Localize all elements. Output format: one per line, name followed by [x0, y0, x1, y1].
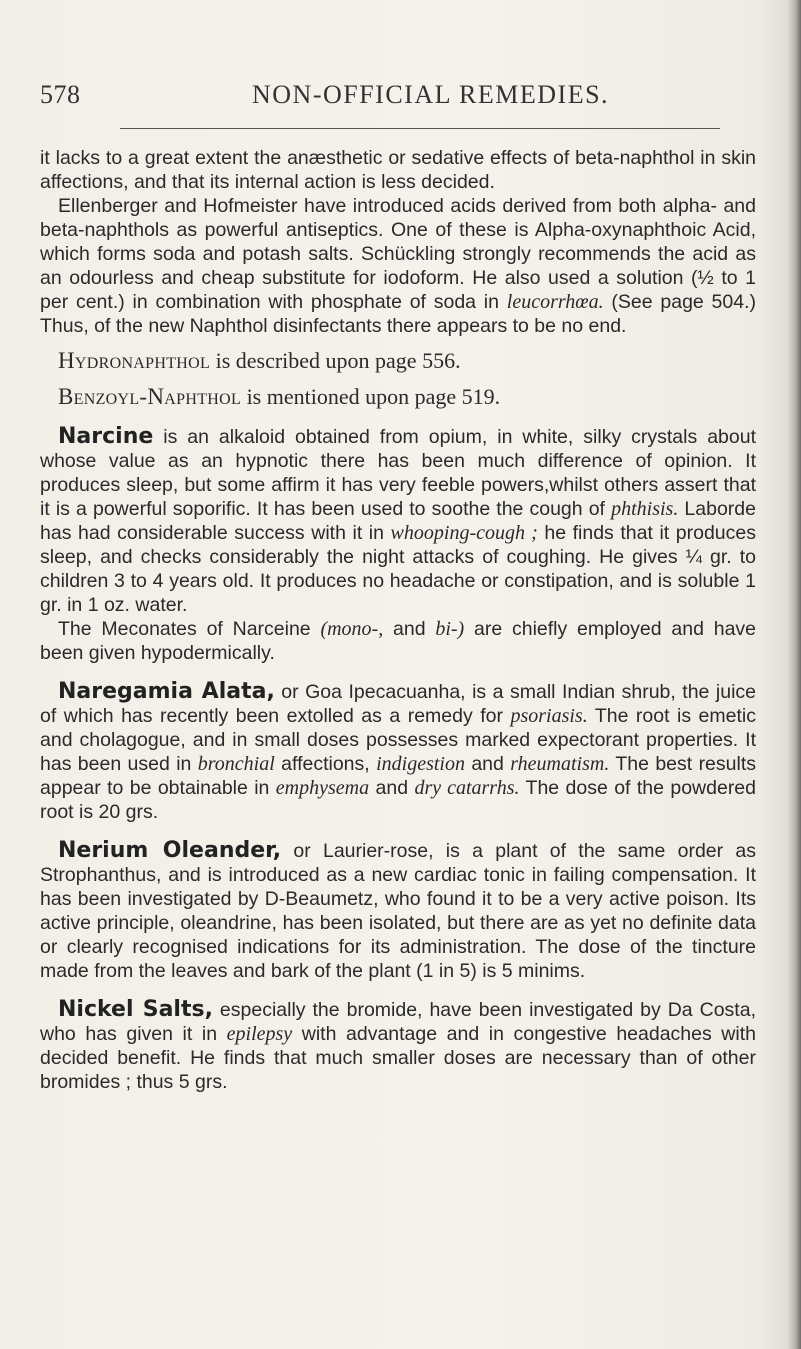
entry-nickel-salts: Nickel Salts, especially the bromide, have been investigated by Da Costa, who has given it in epilepsy with advantage and in congestive headaches with decided benefit. He finds that much smaller doses are necessary than of other bromides ; thus 5 grs.: [40, 997, 756, 1093]
entry-heading-benzoyl-naphthol: Benzoyl-Naphthol: [58, 384, 242, 409]
entry-heading-hydronaphthol: Hydronaphthol: [58, 348, 211, 373]
entry-title-naregamia: Naregamia Alata,: [58, 679, 275, 704]
paragraph-naphthoic-acids: Ellenberger and Hofmeister have introduced acids derived from both alpha- and beta-naphthols as powerful antiseptics. One of these is Alpha-oxynaphthoic Acid, which forms soda and potash salts. Schückling strongly recommends the acid as an odourless and cheap substitute for iodoform. He also used a solution (½ to 1 per cent.) in combination with phosphate of soda in leucorrhœa. (See page 504.) Thus, of the new Naphthol disinfectants there appears to be no end.: [40, 195, 756, 337]
entry-hydronaphthol: Hydronaphthol is described upon page 556.: [58, 348, 461, 373]
header-rule: [120, 128, 720, 129]
entry-title-nickel: Nickel Salts,: [58, 997, 213, 1022]
entry-title-narceine: Narcine: [58, 424, 154, 449]
entry-title-nerium: Nerium Oleander,: [58, 838, 282, 863]
page-binding-shadow: [787, 0, 801, 1349]
entry-narceine: Narcine is an alkaloid obtained from opium, in white, silky crystals about whose value as an hypnotic there has been much difference of opinion. It produces sleep, but some affirm it has very feeble powers,whilst others assert that it is a powerful soporific. It has been used to soothe the cough of phthisis. Laborde has had considerable success with it in whooping-cough ; he finds that it produces sleep, and checks considerably the night attacks of coughing. He gives ¼ gr. to children 3 to 4 years old. It produces no headache or constipation, and is soluble 1 gr. in 1 oz. water.: [40, 424, 756, 616]
entry-naregamia-alata: Naregamia Alata, or Goa Ipecacuanha, is a small Indian shrub, the juice of which has recently been extolled as a remedy for psoriasis. The root is emetic and cholagogue, and in small doses possesses marked expectorant properties. It has been used in bronchial affections, indigestion and rheumatism. The best results appear to be obtainable in emphysema and dry catarrhs. The dose of the powdered root is 20 grs.: [40, 679, 757, 823]
paragraph-continuation: it lacks to a great extent the anæsthetic or sedative effects of beta-naphthol in skin affections, and that its internal action is less decided.: [40, 147, 756, 193]
entry-benzoyl-naphthol: Benzoyl-Naphthol is mentioned upon page 519.: [58, 384, 501, 409]
paragraph-meconates: The Meconates of Narceine (mono-, and bi-) are chiefly employed and have been given hypodermically.: [40, 618, 757, 664]
page-body: [40, 146, 756, 1094]
entry-nerium-oleander: Nerium Oleander, or Laurier-rose, is a plant of the same order as Strophanthus, and is introduced as a new cardiac tonic in failing compensation. It has been investigated by D-Beaumetz, who found it to be a very active poison. Its active principle, oleandrine, has been isolated, but there are as yet no definite data or clearly recognised indications for its administration. The dose of the tincture made from the leaves and bark of the plant (1 in 5) is 5 minims.: [40, 838, 756, 982]
page-number: 578: [40, 80, 81, 109]
page-header: [40, 80, 740, 112]
running-head: NON-OFFICIAL REMEDIES.: [252, 80, 610, 109]
